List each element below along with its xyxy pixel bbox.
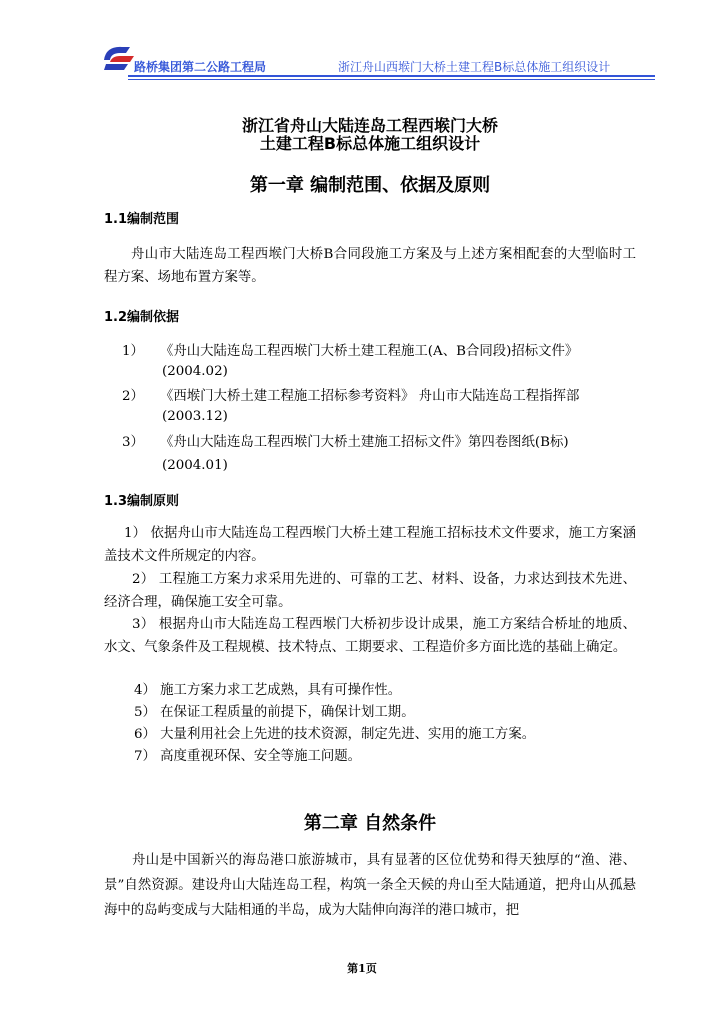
section-1-3-heading: 1.3编制原则 (104, 494, 180, 509)
page-number: 第1页 (347, 962, 377, 975)
company-logo-icon (100, 42, 136, 74)
chapter1-title: 第一章 编制范围、依据及原则 (249, 175, 491, 196)
company-name: 路桥集团第二公路工程局 (134, 60, 267, 74)
basis-item-num: 2） (122, 389, 144, 404)
basis-item-text: 《舟山大陆连岛工程西堠门大桥土建工程施工(A、B合同段)招标文件》 (160, 344, 579, 359)
basis-item-3 (122, 433, 569, 453)
basis-item-num: 1） (122, 344, 144, 359)
basis-item-2 (122, 387, 579, 407)
basis-item-2-date: (2003.12) (162, 409, 228, 424)
basis-item-1 (122, 342, 578, 362)
chapter2-paragraph: 舟山是中国新兴的海岛港口旅游城市，具有显著的区位优势和得天独厚的“渔、港、景”自然资源。建设舟山大陆连岛工程，构筑一条全天候的舟山至大陆通道，把舟山从孤悬海中的岛屿变成与大陆相通的半岛，成为大陆伸向海洋的港口城市，把 (104, 853, 636, 918)
basis-item-text: 《西堠门大桥土建工程施工招标参考资料》 舟山市大陆连岛工程指挥部 (160, 389, 580, 404)
page-header (100, 42, 655, 78)
principle-item-3: 3） 根据舟山市大陆连岛工程西堠门大桥初步设计成果，施工方案结合桥址的地质、水文、气象条件及工程规模、技术特点、工期要求、工程造价多方面比选的基础上确定。 (104, 617, 636, 655)
section-1-1-heading: 1.1编制范围 (104, 212, 180, 227)
section-1-2-heading: 1.2编制依据 (104, 310, 180, 325)
basis-item-text: 《舟山大陆连岛工程西堠门大桥土建施工招标文件》第四卷图纸(B标) (160, 435, 569, 450)
basis-item-3-date: (2004.01) (162, 458, 228, 473)
principle-item-1: 1） 依据舟山市大陆连岛工程西堠门大桥土建工程施工招标技术文件要求，施工方案涵盖技术文件所规定的内容。 (104, 526, 636, 564)
header-rule (128, 75, 655, 77)
principle-item-7: 7） 高度重视环保、安全等施工问题。 (134, 749, 362, 764)
header-rule-thin (128, 79, 655, 80)
principle-item-4: 4） 施工方案力求工艺成熟，具有可操作性。 (134, 683, 402, 698)
chapter2-title: 第二章 自然条件 (303, 813, 437, 834)
principle-item-2: 2） 工程施工方案力求采用先进的、可靠的工艺、材料、设备，力求达到技术先进、经济合理，确保施工安全可靠。 (104, 572, 636, 610)
section-1-1-text: 舟山市大陆连岛工程西堠门大桥B合同段施工方案及与上述方案相配套的大型临时工程方案、场地布置方案等。 (104, 247, 636, 285)
principle-item-5: 5） 在保证工程质量的前提下，确保计划工期。 (134, 705, 415, 720)
document-title-line1: 浙江省舟山大陆连岛工程西堠门大桥 (241, 116, 498, 135)
principle-item-6: 6） 大量利用社会上先进的技术资源，制定先进、实用的施工方案。 (134, 727, 536, 742)
document-running-title: 浙江舟山西堠门大桥土建工程B标总体施工组织设计 (338, 60, 611, 74)
basis-item-num: 3） (122, 435, 144, 450)
basis-item-1-date: (2004.02) (162, 364, 228, 379)
document-title-line2: 土建工程B标总体施工组织设计 (259, 134, 481, 153)
